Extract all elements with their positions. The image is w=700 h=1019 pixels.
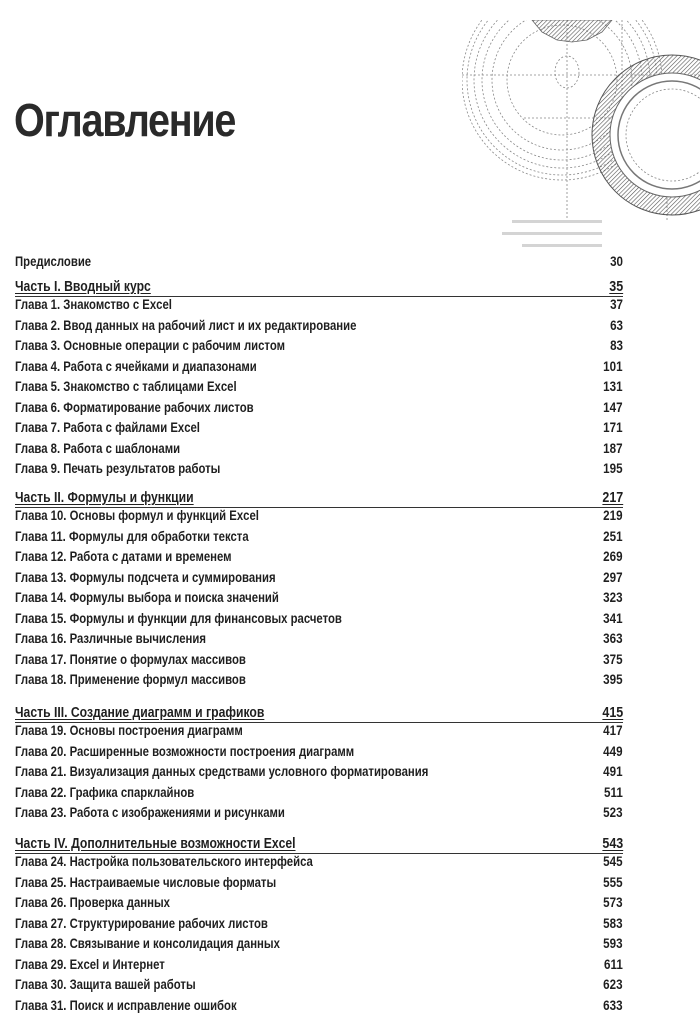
toc-preface[interactable]	[15, 252, 623, 272]
toc-chapter[interactable]	[15, 418, 623, 438]
toc-entry-label: Глава 16. Различные вычисления	[15, 631, 206, 646]
toc-entry-label: Глава 1. Знакомство с Excel	[15, 297, 172, 312]
toc-page-number: 449	[603, 743, 623, 759]
toc-chapter[interactable]	[15, 629, 623, 649]
toc-page-number: 251	[603, 528, 623, 544]
toc-page-number: 593	[603, 936, 623, 951]
toc-chapter[interactable]	[15, 914, 623, 934]
toc-chapter[interactable]	[15, 650, 623, 670]
toc-page-number: 523	[603, 805, 623, 820]
toc-chapter[interactable]	[15, 588, 623, 608]
toc-page-number: 187	[603, 440, 623, 456]
toc-entry-label: Глава 3. Основные операции с рабочим листом	[15, 338, 286, 353]
toc-page-number: 30	[610, 254, 623, 269]
toc-part-3[interactable]	[15, 703, 623, 723]
toc-entry-label: Глава 17. Понятие о формулах массивов	[15, 651, 246, 667]
part-title: Часть IV. Дополнительные возможности Excel	[15, 836, 296, 852]
toc-entry-label: Глава 4. Работа с ячейками и диапазонами	[15, 358, 257, 374]
toc-entry-label: Глава 18. Применение формул массивов	[15, 672, 246, 687]
toc-part-4[interactable]	[15, 834, 623, 854]
part-title: Часть II. Формулы и функции	[15, 490, 194, 506]
toc-page-number: 623	[603, 977, 623, 992]
toc-chapter[interactable]	[15, 357, 623, 377]
toc-page-number: 363	[603, 631, 623, 646]
toc-page-number: 219	[603, 508, 623, 523]
toc-chapter[interactable]	[15, 955, 623, 975]
toc-chapter[interactable]	[15, 568, 623, 588]
toc-chapter[interactable]	[15, 316, 623, 336]
toc-entry-label: Глава 9. Печать результатов работы	[15, 461, 221, 476]
toc-chapter[interactable]	[15, 893, 623, 913]
toc-page-number: 611	[604, 956, 623, 972]
toc-page-number: 195	[603, 461, 623, 476]
toc-entry-label: Глава 7. Работа с файлами Excel	[15, 420, 200, 435]
toc-entry-label: Глава 31. Поиск и исправление ошибок	[15, 997, 237, 1013]
toc-entry-label: Глава 28. Связывание и консолидация данных	[15, 936, 280, 951]
toc-chapter[interactable]	[15, 934, 623, 954]
toc-chapter[interactable]	[15, 996, 623, 1016]
toc-chapter[interactable]	[15, 439, 623, 459]
toc-entry-label: Глава 30. Защита вашей работы	[15, 977, 196, 992]
gears-illustration	[462, 20, 700, 250]
part-title: Часть III. Создание диаграмм и графиков	[15, 705, 265, 721]
toc-page-number: 417	[603, 723, 623, 738]
toc-page-number: 101	[603, 358, 623, 374]
toc-page-number: 341	[603, 610, 623, 626]
toc-chapter[interactable]	[15, 975, 623, 995]
toc-page-number: 633	[603, 997, 623, 1013]
toc-entry-label: Глава 24. Настройка пользовательского интерфейса	[15, 854, 313, 869]
toc-page-number: 171	[603, 420, 623, 435]
toc-chapter[interactable]	[15, 506, 623, 526]
toc-chapter[interactable]	[15, 547, 623, 567]
toc-entry-label: Глава 10. Основы формул и функций Excel	[15, 508, 259, 523]
toc-entry-label: Глава 21. Визуализация данных средствами условного форматирования	[15, 764, 429, 779]
toc-chapter[interactable]	[15, 527, 623, 547]
toc-page-number: 583	[603, 915, 623, 931]
toc-page-number: 543	[602, 836, 623, 852]
toc-page-number: 147	[603, 399, 623, 415]
toc-entry-label: Глава 29. Excel и Интернет	[15, 956, 165, 972]
toc-page-number: 131	[603, 379, 623, 394]
toc-page-number: 415	[602, 705, 623, 721]
toc-entry-label: Глава 15. Формулы и функции для финансовых расчетов	[15, 610, 342, 626]
toc-entry-label: Глава 20. Расширенные возможности построения диаграмм	[15, 743, 355, 759]
toc-entry-label: Глава 6. Форматирование рабочих листов	[15, 399, 254, 415]
toc-chapter[interactable]	[15, 398, 623, 418]
toc-entry-label: Глава 8. Работа с шаблонами	[15, 440, 181, 456]
toc-entry-label: Глава 23. Работа с изображениями и рисунками	[15, 805, 285, 820]
toc-entry-label: Глава 13. Формулы подсчета и суммирования	[15, 569, 276, 585]
toc-chapter[interactable]	[15, 377, 623, 397]
toc-chapter[interactable]	[15, 721, 623, 741]
toc-chapter[interactable]	[15, 742, 623, 762]
toc-chapter[interactable]	[15, 852, 623, 872]
part-title: Часть I. Вводный курс	[15, 279, 151, 295]
toc-chapter[interactable]	[15, 803, 623, 823]
toc-page-number: 297	[603, 569, 623, 585]
toc-page-number: 37	[610, 297, 623, 312]
toc-page-number: 83	[610, 338, 623, 353]
toc-entry-label: Глава 25. Настраиваемые числовые форматы	[15, 874, 277, 890]
toc-page-number: 491	[603, 764, 623, 779]
toc-chapter[interactable]	[15, 670, 623, 690]
toc-chapter[interactable]	[15, 295, 623, 315]
toc-entry-label: Глава 26. Проверка данных	[15, 895, 170, 910]
toc-entry-label: Глава 22. Графика спарклайнов	[15, 784, 195, 800]
toc-page-number: 375	[603, 651, 623, 667]
page-title: Оглавление	[14, 94, 236, 146]
toc-page-number: 555	[603, 874, 623, 890]
toc-page-number: 511	[604, 784, 623, 800]
toc-entry-label: Глава 2. Ввод данных на рабочий лист и их редактирование	[15, 317, 357, 333]
toc-page-number: 217	[602, 490, 623, 506]
toc-page-number: 269	[603, 549, 623, 564]
toc-chapter[interactable]	[15, 609, 623, 629]
toc-chapter[interactable]	[15, 336, 623, 356]
toc-chapter[interactable]	[15, 873, 623, 893]
toc-entry-label: Предисловие	[15, 254, 92, 269]
toc-entry-label: Глава 5. Знакомство с таблицами Excel	[15, 379, 237, 394]
toc-page-number: 323	[603, 590, 623, 605]
toc-part-1[interactable]	[15, 277, 623, 297]
toc-entry-label: Глава 14. Формулы выбора и поиска значений	[15, 590, 279, 605]
toc-part-2[interactable]	[15, 488, 623, 508]
toc-chapter[interactable]	[15, 762, 623, 782]
toc-page-number: 573	[603, 895, 623, 910]
toc-entry-label: Глава 27. Структурирование рабочих листов	[15, 915, 268, 931]
toc-page-number: 35	[609, 279, 623, 295]
toc-entry-label: Глава 19. Основы построения диаграмм	[15, 723, 243, 738]
toc-page-number: 395	[603, 672, 623, 687]
toc-page-number: 63	[610, 317, 623, 333]
toc-entry-label: Глава 12. Работа с датами и временем	[15, 549, 232, 564]
toc-chapter[interactable]	[15, 459, 623, 479]
toc-entry-label: Глава 11. Формулы для обработки текста	[15, 528, 249, 544]
toc-page-number: 545	[603, 854, 623, 869]
toc-chapter[interactable]	[15, 783, 623, 803]
